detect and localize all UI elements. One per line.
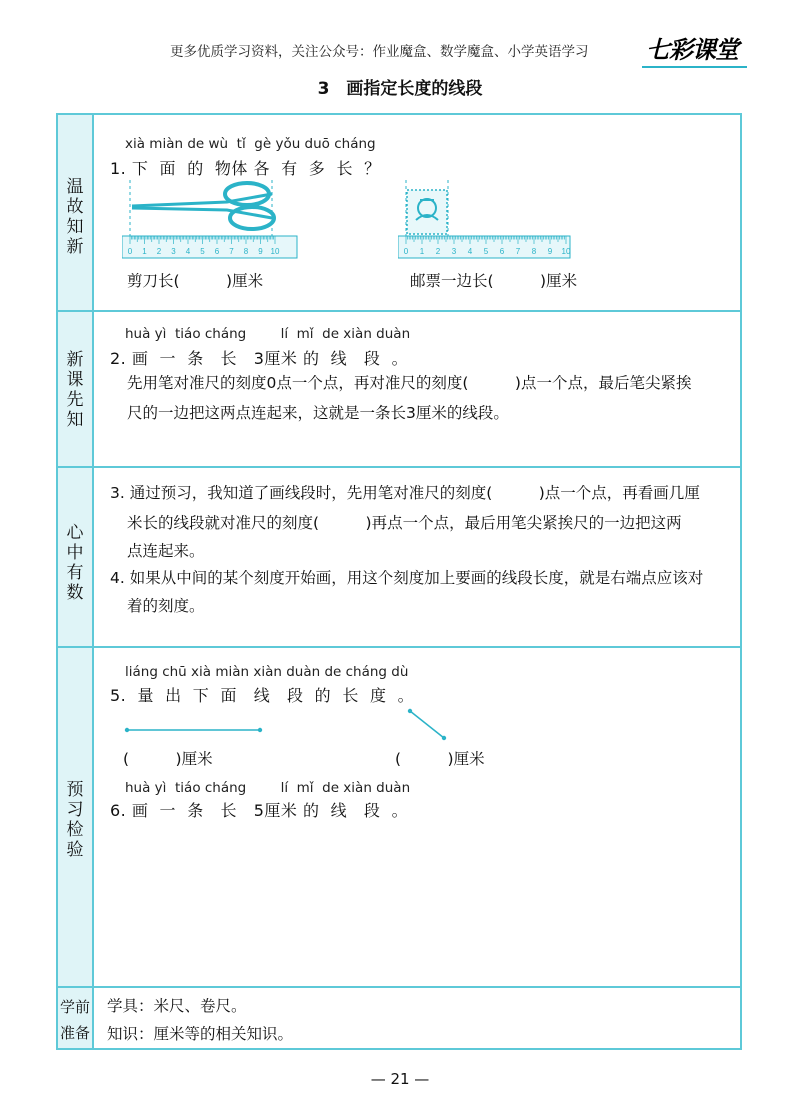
sidebar-label-check [58, 780, 92, 860]
ruler-tick-label: 3 [171, 247, 176, 256]
q4-line2: 着的刻度。 [127, 597, 205, 615]
ruler-tick-label: 0 [403, 247, 409, 256]
brand-logo-text: 七彩课堂 [646, 35, 738, 64]
ruler-tick-label: 4 [185, 247, 191, 256]
label-char: 中 [66, 543, 84, 563]
sidebar-label-review [58, 177, 92, 257]
label-char: 有 [66, 563, 84, 583]
ruler-tick-label: 9 [258, 247, 263, 256]
q2-body-line2: 尺的一边把这两点连起来，这就是一条长3厘米的线段。 [127, 404, 509, 422]
ruler-tick-label: 5 [483, 247, 489, 256]
ruler-tick-label: 10 [561, 247, 571, 256]
label-char: 故 [66, 197, 84, 217]
sidebar-preview [58, 312, 94, 466]
q1-pinyin: xià miàn de wù tǐ gè yǒu duō cháng [125, 136, 376, 152]
page-number: — 21 — [370, 1070, 430, 1088]
scissors-ruler-illustration [122, 180, 302, 260]
stamp-ruler-illustration [398, 180, 578, 260]
scissors-icon [132, 183, 274, 229]
label-char: 先 [66, 390, 84, 410]
label-char: 心 [66, 523, 84, 543]
sidebar-label-mind [58, 523, 92, 603]
label-char: 习 [66, 800, 84, 820]
header-promo: 更多优质学习资料，关注公众号：作业魔盒、数学魔盒、小学英语学习 [170, 44, 589, 60]
ruler-icon [398, 236, 571, 258]
prep-knowledge: 知识：厘米等的相关知识。 [107, 1025, 294, 1043]
divider [58, 310, 740, 312]
q3-line1: 3. 通过预习，我知道了画线段时，先用笔对准尺的刻度( )点一个点，再看画几厘 [110, 484, 700, 502]
q6-text: 6. 画 一 条 长 5厘米 的 线 段 。 [110, 801, 409, 820]
q5-text: 5. 量 出 下 面 线 段 的 长 度 。 [110, 686, 415, 705]
q2-text: 2. 画 一 条 长 3厘米 的 线 段 。 [110, 349, 409, 368]
q4-line1: 4. 如果从中间的某个刻度开始画，用这个刻度加上要画的线段长度，就是右端点应该对 [110, 569, 704, 587]
ruler-tick-label: 0 [127, 247, 133, 256]
ruler-tick-label: 6 [214, 247, 220, 256]
ruler-tick-label: 10 [270, 247, 280, 256]
ruler-tick-label: 7 [229, 247, 234, 256]
q3-line3: 点连起来。 [127, 542, 205, 560]
q2-pinyin: huà yì tiáo cháng lí mǐ de xiàn duàn [125, 326, 411, 342]
label-char: 课 [66, 370, 84, 390]
ruler-tick-label: 4 [467, 247, 473, 256]
ruler-tick-label: 8 [531, 247, 537, 256]
sidebar-mind [58, 468, 94, 646]
sidebar-check [58, 648, 94, 986]
ruler-tick-label: 3 [451, 247, 457, 256]
ruler-tick-label: 2 [435, 247, 441, 256]
q3-line2: 米长的线段就对准尺的刻度( )再点一个点，最后用笔尖紧挨尺的一边把这两 [127, 514, 682, 532]
label-char: 检 [66, 820, 84, 840]
q5-answer-a: ( )厘米 [123, 750, 213, 768]
stamp-icon [407, 190, 447, 234]
label-char: 预 [66, 780, 84, 800]
sidebar-label-preview [58, 350, 92, 430]
brand-logo-underline [642, 66, 747, 68]
q5-pinyin: liáng chū xià miàn xiàn duàn de cháng dù [125, 664, 409, 680]
q1-text: 1. 下 面 的 物体 各 有 多 长 ？ [110, 159, 381, 178]
label-char: 验 [66, 840, 84, 860]
label-char: 知 [66, 217, 84, 237]
segment-b [408, 709, 446, 740]
sidebar-label-prep [58, 994, 92, 1046]
label-char: 新 [66, 350, 84, 370]
ruler-tick-label: 5 [200, 247, 205, 256]
ruler-icon [122, 236, 297, 258]
divider [58, 466, 740, 468]
segment-a [125, 728, 262, 732]
prep-tools: 学具：米尺、卷尺。 [107, 997, 247, 1015]
label-text: 学前 [59, 998, 90, 1016]
label-char: 温 [66, 177, 84, 197]
brand-logo [642, 30, 762, 70]
stamp-answer: 邮票一边长( )厘米 [410, 272, 578, 290]
q2-body-line1: 先用笔对准尺的刻度0点一个点，再对准尺的刻度( )点一个点，最后笔尖紧挨 [127, 374, 692, 392]
q6-pinyin: huà yì tiáo cháng lí mǐ de xiàn duàn [125, 780, 411, 796]
page-title: 3 画指定长度的线段 [317, 79, 483, 99]
label-char: 数 [66, 583, 84, 603]
ruler-tick-label: 1 [419, 247, 425, 256]
ruler-tick-label: 7 [515, 247, 521, 256]
divider [58, 646, 740, 648]
label-char: 新 [66, 237, 84, 257]
ruler-tick-label: 9 [547, 247, 553, 256]
divider [58, 986, 740, 988]
label-text: 准备 [59, 1024, 90, 1042]
sidebar-review [58, 115, 94, 310]
ruler-tick-label: 8 [243, 247, 249, 256]
ruler-tick-label: 6 [499, 247, 505, 256]
label-char: 知 [66, 410, 84, 430]
sidebar-prep [58, 988, 94, 1048]
scissors-answer: 剪刀长( )厘米 [127, 272, 264, 290]
ruler-tick-label: 1 [142, 247, 147, 256]
q5-answer-b: ( )厘米 [395, 750, 485, 768]
ruler-tick-label: 2 [156, 247, 162, 256]
